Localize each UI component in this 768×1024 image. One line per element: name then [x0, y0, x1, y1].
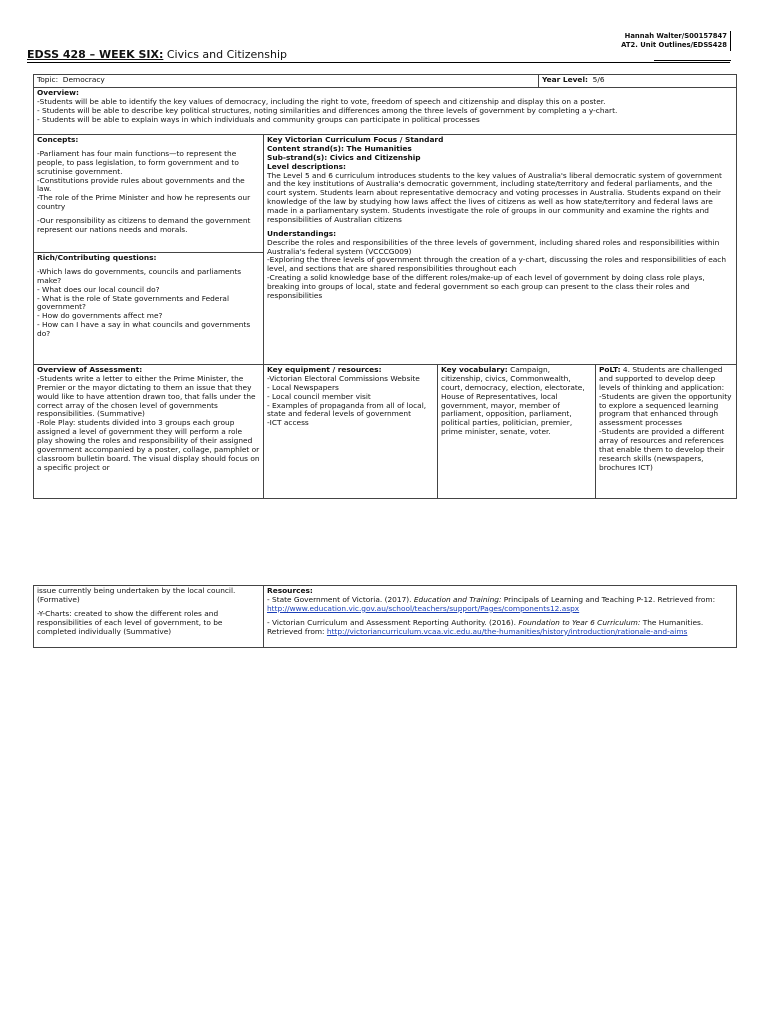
- concepts-label: Concepts:: [37, 135, 79, 144]
- author-block: [540, 32, 727, 50]
- assessment-line: -Role Play: students divided into 3 groups each group assigned a level of government they will perform a role play showing the roles and responsibility of their assigned government accompanied by a poster, collage, pamphlet or classroom bulletin board. The visual display should focus on a specific project or: [37, 418, 260, 472]
- overview-line: - Students will be able to describe key political structures, noting similarities and differences among the three levels of government by completing a y-chart.: [37, 105, 618, 115]
- level-descriptions-text: The Level 5 and 6 curriculum introduces students to the key values of Australia's liberal democratic system of government and the key institutions of Australia's democratic government, including state/territory and federal parliaments, and the court system. Students learn about representative democracy and voting processes in Australia. Students expand on their knowledge of the law by studying how laws affect the lives of citizens as well as how state/territory and federal laws are made in a parliamentary system. Students investigate the role of groups in our community and examine the rights and responsibilities of Australian citizens: [267, 170, 722, 224]
- assessment-code: [540, 41, 727, 50]
- understanding-item: -Creating a solid knowledge base of the different roles/make-up of each level of government by doing class role plays, breaking into groups of local, state and federal government so each group can present to the class their roles and responsibilities: [267, 273, 705, 300]
- reference-item: [267, 619, 733, 637]
- reference-link[interactable]: http://www.education.vic.gov.au/school/teachers/support/Pages/components12.aspx: [267, 603, 580, 613]
- assessment-cell: [34, 365, 264, 499]
- reference-author: - State Government of Victoria. (2017).: [267, 594, 414, 604]
- vocabulary-cell: [438, 365, 596, 499]
- assessment-continued-line: issue currently being undertaken by the local council. (Formative): [37, 586, 236, 604]
- question-item: - What does our local council do?: [37, 284, 160, 294]
- curriculum-cell: [264, 135, 737, 365]
- title-rule: [27, 62, 730, 63]
- question-item: -Which laws do governments, councils and parliaments make?: [37, 266, 242, 285]
- resources-label: Resources:: [267, 586, 313, 595]
- polt-label: PoLT:: [599, 365, 621, 374]
- header-rule-horizontal: [654, 60, 731, 61]
- year-level-label: Year Level:: [542, 75, 588, 84]
- reference-details: Principals of Learning and Teaching P-12. Retrieved from:: [501, 594, 716, 604]
- polt-item: -Students are provided a different array of resources and references that enable them to develop their research skills (newspapers, brochures ICT): [599, 427, 725, 472]
- question-item: - How can I have a say in what councils and governments do?: [37, 320, 251, 338]
- year-level-value: 5/6: [592, 75, 605, 84]
- reference-author: - Victorian Curriculum and Assessment Reporting Authority. (2016).: [267, 617, 519, 627]
- level-descriptions-label: Level descriptions:: [267, 161, 346, 171]
- concept-item: -Our responsibility as citizens to demand the government represent our nations needs and morals.: [37, 216, 251, 234]
- overview-cell: [34, 88, 737, 135]
- unit-outline-table: [33, 74, 737, 499]
- sub-strand: Sub-strand(s): Civics and Citizenship: [267, 152, 421, 162]
- subject-title: Civics and Citizenship: [163, 48, 287, 61]
- vocabulary-text: Campaign, citizenship, civics, Commonwealth, court, democracy, election, electorate, House of Representatives, local government, mayor, member of parliament, opposition, parliament, political parties, politician, premier, prime minister, senate, voter.: [441, 365, 585, 437]
- equipment-cell: [264, 365, 438, 499]
- vocabulary-label: Key vocabulary:: [441, 365, 508, 374]
- content-strand: Content strand(s): The Humanities: [267, 143, 412, 153]
- understanding-item: Describe the roles and responsibilities of the three levels of government, including shared roles and responsibilities within Australia's federal system (VCCCG009): [267, 237, 720, 256]
- resources-cell: [264, 586, 737, 648]
- question-item: - What is the role of State governments and Federal government?: [37, 293, 230, 312]
- polt-item: -Students are given the opportunity to explore a sequenced learning program that enhanced through assessment processes: [599, 391, 732, 428]
- year-level-cell: [539, 75, 737, 88]
- questions-cell: [34, 253, 264, 365]
- course-week-code: EDSS 428 – WEEK SIX:: [27, 48, 164, 61]
- understandings-label: Understandings:: [267, 228, 337, 238]
- equipment-item: - Local council member visit: [267, 391, 371, 401]
- continuation-table: [33, 585, 737, 648]
- concept-item: -The role of the Prime Minister and how he represents our country: [37, 193, 251, 212]
- assessment-rest: Unit Outlines/EDSS428: [640, 40, 727, 49]
- assessment-prefix: AT2.: [621, 40, 638, 49]
- reference-item: [267, 596, 733, 614]
- topic-label: Topic:: [37, 75, 59, 84]
- overview-line: - Students will be able to explain ways in which individuals and community groups can participate in political processes: [37, 114, 480, 124]
- polt-cell: [596, 365, 737, 499]
- overview-label: Overview:: [37, 88, 79, 97]
- reference-title: Education and Training:: [413, 594, 502, 604]
- topic-cell: [34, 75, 539, 88]
- assessment-continued-line: -Y-Charts: created to show the different roles and responsibilities of each level of government, to be completed individually (Summative): [37, 608, 223, 636]
- equipment-item: -ICT access: [267, 418, 309, 428]
- reference-details: The Humanities. Retrieved from:: [267, 617, 704, 636]
- equipment-label: Key equipment / resources:: [267, 365, 382, 374]
- reference-link[interactable]: http://victoriancurriculum.vcaa.vic.edu.au/the-humanities/history/introduction/rationale-and-aims: [326, 626, 688, 636]
- topic-value: Democracy: [62, 75, 105, 84]
- curriculum-label: Key Victorian Curriculum Focus / Standard: [267, 135, 444, 144]
- assessment-line: -Students write a letter to either the Prime Minister, the Premier or the mayor dictating to them an issue that they would like to have attention drawn too, that falls under the correct array of the chosen level of governments responsibilities. (Summative): [37, 373, 256, 419]
- header-rule-vertical: [730, 31, 731, 51]
- reference-title: Foundation to Year 6 Curriculum:: [518, 617, 641, 627]
- understanding-item: -Exploring the three levels of government through the creation of a y-chart, discussing the roles and responsibilities of each level, and sections that are shared responsibilities throughout each: [267, 255, 727, 274]
- polt-text: 4. Students are challenged and supported to develop deep levels of thinking and application:: [599, 365, 725, 392]
- equipment-item: -Victorian Electoral Commissions Website: [267, 373, 420, 383]
- concept-item: -Parliament has four main functions—to represent the people, to pass legislation, to form government and to scrutinise government.: [37, 148, 239, 176]
- question-item: - How do governments affect me?: [37, 311, 163, 321]
- assessment-continued-cell: [34, 586, 264, 648]
- questions-label: Rich/Contributing questions:: [37, 253, 157, 262]
- document-title: [27, 48, 287, 61]
- equipment-item: - Examples of propaganda from all of local, state and federal levels of government: [267, 400, 427, 419]
- overview-line: -Students will be able to identify the key values of democracy, including the right to vote, freedom of speech and citizenship and display this on a poster.: [37, 96, 606, 106]
- author-name: Hannah Walter/S00157847: [624, 32, 727, 40]
- concepts-cell: [34, 135, 264, 253]
- assessment-label: Overview of Assessment:: [37, 365, 143, 374]
- equipment-item: - Local Newspapers: [267, 382, 339, 392]
- concept-item: -Constitutions provide rules about governments and the law.: [37, 175, 245, 194]
